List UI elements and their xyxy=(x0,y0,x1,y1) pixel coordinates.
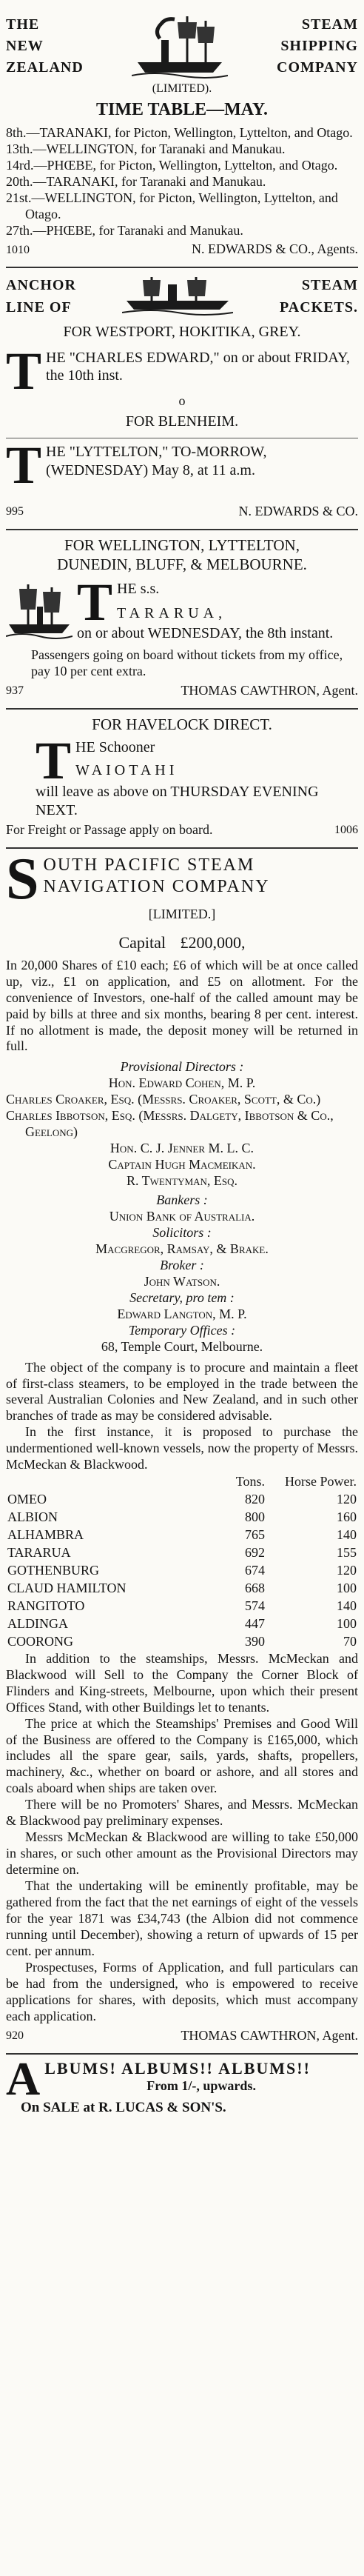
agents-label: N. EDWARDS & CO. xyxy=(238,504,358,519)
notice-text: HE Schooner xyxy=(75,739,155,756)
director-entry: Hon. Edward Cohen, M. P. xyxy=(108,1075,256,1091)
timetable-entry: 21st.—WELLINGTON, for Picton, Wellington, Lyttelton, and Otago. xyxy=(6,190,338,221)
ship-notice xyxy=(6,580,358,642)
section-heading: Temporary Offices : xyxy=(128,1322,236,1338)
masthead-word: PACKETS. xyxy=(280,299,358,316)
vessel-tons: 668 xyxy=(245,1580,265,1595)
vessel-tons: 574 xyxy=(245,1598,265,1613)
vessel-tons: 447 xyxy=(245,1615,265,1631)
masthead-word: STEAM xyxy=(301,277,358,294)
price-paragraph: The price at which the Steamships' Premises and Good Will of the Business are offered to the Company is £165,000, which includes all the spare gear, sails, yards, shafts, propellers, machinery, &c., whether on board or ashore, and all stores and coals aboard when ships are taken over. xyxy=(6,1715,358,1796)
masthead-left xyxy=(6,274,76,318)
title-line: OUTH PACIFIC STEAM xyxy=(43,855,255,875)
drop-cap: T xyxy=(77,580,113,625)
albums-ad xyxy=(6,2055,358,2116)
ship-notice-text xyxy=(73,580,358,642)
ad-number: 937 xyxy=(6,684,24,697)
agents-label: THOMAS CAWTHRON, Agent. xyxy=(181,682,358,698)
ad-number: 1010 xyxy=(6,243,30,256)
capital-line xyxy=(6,933,358,953)
vessel-hp: 160 xyxy=(337,1509,357,1525)
vessel-hp: 70 xyxy=(343,1633,357,1649)
ad-footer xyxy=(6,2028,358,2044)
limited-label: (LIMITED). xyxy=(152,82,212,95)
notice-block xyxy=(6,738,358,783)
company-masthead xyxy=(6,10,358,81)
capital-label: Capital xyxy=(118,932,166,952)
vessel-name: ALDINGA xyxy=(7,1615,68,1631)
masthead-word: STEAM xyxy=(301,16,358,33)
director-entry: Charles Croaker, Esq. (Messrs. Croaker, Scott, & Co.) xyxy=(6,1092,321,1107)
section-value: Edward Langton, M. P. xyxy=(117,1306,247,1321)
masthead-word: SHIPPING xyxy=(280,37,358,54)
ship-name: TARARUA, xyxy=(117,604,227,621)
table-header-row xyxy=(6,1473,358,1491)
vessel-hp: 120 xyxy=(337,1563,357,1578)
table-row xyxy=(6,1526,358,1544)
table-row xyxy=(6,1633,358,1651)
company-title xyxy=(6,855,358,904)
vessel-name: ALHAMBRA xyxy=(7,1527,84,1543)
vessel-hp: 100 xyxy=(337,1580,357,1595)
drop-cap: T xyxy=(6,443,42,488)
masthead-word: COMPANY xyxy=(277,59,358,76)
table-row xyxy=(6,1580,358,1598)
section-value: John Watson. xyxy=(144,1273,220,1289)
drop-cap: A xyxy=(6,2058,41,2099)
divider-glyph: o xyxy=(178,393,186,408)
steamship-icon xyxy=(132,10,228,81)
willing-paragraph: Messrs McMeckan & Blackwood are willing to take £50,000 in shares, or such other amount as the Provisional Directors may determine on. xyxy=(6,1829,358,1878)
agents-label: N. EDWARDS & CO., Agents. xyxy=(191,241,358,257)
notice-block xyxy=(6,349,358,393)
masthead-word: LINE OF xyxy=(6,299,72,316)
capital-value: £200,000, xyxy=(180,932,246,952)
route-heading: FOR WELLINGTON, LYTTELTON, xyxy=(64,536,300,555)
ad-number: 920 xyxy=(6,2029,24,2042)
ad-footer xyxy=(6,504,358,520)
route-heading: DUNEDIN, BLUFF, & MELBOURNE. xyxy=(57,555,307,573)
limited-label: [LIMITED.] xyxy=(148,906,216,921)
shares-paragraph: In 20,000 Shares of £10 each; £6 of which will be at once called up, viz., £1 on application, and £5 on allotment. For the convenience of Investors, one-half of the called amount may be paid by bills at three and six months, bearing 8 per cent. interest. If no allotment is made, the deposit money will be returned in full. xyxy=(6,957,358,1054)
south-pacific-steam-ad xyxy=(6,849,358,2055)
table-row xyxy=(6,1615,358,1633)
timetable-entry: 13th.—WELLINGTON, for Taranaki and Manukau. xyxy=(6,141,286,156)
ad-number: 1006 xyxy=(334,824,358,837)
vessel-name: TARARUA xyxy=(7,1545,71,1561)
route-heading: FOR WESTPORT, HOKITIKA, GREY. xyxy=(63,324,301,341)
timetable-title: TIME TABLE—MAY. xyxy=(95,99,269,119)
vessel-hp: 140 xyxy=(337,1527,357,1543)
masthead-left xyxy=(6,14,84,79)
sailing-notice: will leave as above on THURSDAY EVENING NEXT. xyxy=(36,784,319,818)
sailing-notice: on or about WEDNESDAY, the 8th instant. xyxy=(77,625,334,642)
ship-name: WAIOTAHI xyxy=(75,761,178,778)
vessel-tons: 390 xyxy=(245,1633,265,1649)
masthead-word: NEW xyxy=(6,37,44,54)
table-row xyxy=(6,1562,358,1580)
timetable-entry: 20th.—TARANAKI, for Taranaki and Manukau. xyxy=(6,173,266,189)
section-heading: Solicitors : xyxy=(152,1224,212,1240)
vessel-hp: 140 xyxy=(337,1598,357,1613)
drop-cap: T xyxy=(6,348,42,393)
drop-cap: T xyxy=(36,738,72,784)
vessels-table xyxy=(6,1473,358,1651)
passengers-notice: Passengers going on board without tickets from my office, pay 10 per cent extra. xyxy=(31,647,343,678)
table-header-cell: Horse Power. xyxy=(285,1474,357,1489)
section-heading: Bankers : xyxy=(156,1192,208,1208)
ad-footer xyxy=(6,683,358,699)
timetable-entry: 8th.—TARANAKI, for Picton, Wellington, Lyttelton, and Otago. xyxy=(6,124,353,140)
director-entry: Hon. C. J. Jenner M. L. C. xyxy=(109,1141,255,1156)
ad-footer xyxy=(6,822,358,838)
notice-block xyxy=(6,443,358,487)
nz-steam-shipping-ad xyxy=(6,4,358,268)
notice-block xyxy=(77,580,358,624)
section-value: Union Bank of Australia. xyxy=(109,1208,255,1224)
drop-cap: S xyxy=(6,854,39,904)
director-entry: Charles Ibbotson, Esq. (Messrs. Dalgety, Ibbotson & Co., Geelong) xyxy=(6,1108,334,1140)
table-row xyxy=(6,1544,358,1562)
vessels-intro-paragraph: In the first instance, it is proposed to purchase the undermentioned well-known vessels, now the property of Messrs. McMeckan & Blackwood. xyxy=(6,1424,358,1472)
timetable-entry: 27th.—PHŒBE, for Taranaki and Manukau. xyxy=(6,222,243,238)
table-row xyxy=(6,1598,358,1615)
notice-text: HE "LYTTELTON," TO-MORROW, (WEDNESDAY) May 8, at 11 a.m. xyxy=(46,444,267,478)
prospectuses-paragraph: Prospectuses, Forms of Application, and full particulars can be had from the undersigned, who is empowered to receive applications for shares, with deposits, which must accompany each application. xyxy=(6,1959,358,2023)
freight-notice: For Freight or Passage apply on board. xyxy=(6,821,213,837)
vessel-hp: 100 xyxy=(337,1615,357,1631)
albums-block xyxy=(6,2059,358,2099)
vessel-name: CLAUD HAMILTON xyxy=(7,1580,127,1595)
section-heading: Broker : xyxy=(160,1257,204,1272)
section-heading: Secretary, pro tem : xyxy=(129,1289,235,1305)
vessel-name: COORONG xyxy=(7,1633,74,1649)
ad-footer xyxy=(6,241,358,258)
albums-line: From 1/-, upwards. xyxy=(146,2078,256,2094)
masthead-right xyxy=(277,14,358,79)
addition-paragraph: In addition to the steamships, Messrs. McMeckan and Blackwood will Sell to the Company the Corner Block of Flinders and King-streets, Melbourne, upon which their present Offices Stand, with other Buildings let to tenants. xyxy=(6,1650,358,1715)
masthead-word: ZEALAND xyxy=(6,59,84,76)
vessel-hp: 155 xyxy=(337,1545,357,1561)
masthead-word: THE xyxy=(6,16,40,33)
agents-label: THOMAS CAWTHRON, Agent. xyxy=(181,2027,358,2043)
section-heading: Provisional Directors : xyxy=(120,1059,244,1075)
route-heading: FOR BLENHEIM. xyxy=(125,413,239,430)
vessel-name: ALBION xyxy=(7,1509,58,1525)
vessel-hp: 120 xyxy=(337,1492,357,1507)
table-row xyxy=(6,1509,358,1526)
anchor-masthead xyxy=(6,274,358,318)
profitable-paragraph: That the undertaking will be eminently profitable, may be gathered from the fact that the net earnings of eight of the vessels for the year 1871 was £34,743 (the Albion did not commence running until December), showing a return of upwards of 15 per cent. per annum. xyxy=(6,1878,358,1958)
section-value: Macgregor, Ramsay, & Brake. xyxy=(95,1241,269,1256)
route-heading: FOR HAVELOCK DIRECT. xyxy=(92,715,272,733)
director-entry: Captain Hugh Macmeikan. xyxy=(108,1157,256,1172)
vessel-name: OMEO xyxy=(7,1492,47,1507)
vessel-name: GOTHENBURG xyxy=(7,1563,99,1578)
steamship-icon xyxy=(6,580,73,642)
notice-text: HE s.s. xyxy=(117,581,160,598)
masthead-right xyxy=(280,274,358,318)
promoters-paragraph: There will be no Promoters' Shares, and Messrs. McMeckan & Blackwood pay preliminary expenses. xyxy=(6,1797,358,1829)
timetable-entry: 14rd.—PHŒBE, for Picton, Wellington, Lyttelton, and Otago. xyxy=(6,157,338,173)
table-header-cell: Tons. xyxy=(235,1474,265,1489)
steamship-icon xyxy=(122,274,233,318)
ad-number: 995 xyxy=(6,505,24,518)
vessel-tons: 765 xyxy=(245,1527,265,1543)
albums-line: LBUMS! ALBUMS!! ALBUMS!! xyxy=(44,2058,311,2078)
section-value: 68, Temple Court, Melbourne. xyxy=(101,1338,263,1354)
object-paragraph: The object of the company is to procure and maintain a fleet of first-class steamers, to be employed in the trade between the several Australian Colonies and New Zealand, and in such other branches of trade as may be considered advisable. xyxy=(6,1359,358,1424)
vessel-tons: 692 xyxy=(245,1545,265,1561)
table-row xyxy=(6,1491,358,1509)
havelock-ad xyxy=(6,710,358,849)
anchor-line-ad xyxy=(6,268,358,530)
vessel-tons: 674 xyxy=(245,1563,265,1578)
table-header-cell xyxy=(6,1473,219,1491)
albums-line: On SALE at R. LUCAS & SON'S. xyxy=(21,2099,226,2115)
tararua-ad xyxy=(6,530,358,709)
vessel-tons: 800 xyxy=(245,1509,265,1525)
title-line: NAVIGATION COMPANY xyxy=(43,877,270,897)
notice-text: HE "CHARLES EDWARD," on or about FRIDAY, the 10th inst. xyxy=(46,349,350,384)
masthead-word: ANCHOR xyxy=(6,277,76,294)
director-entry: R. Twentyman, Esq. xyxy=(126,1173,238,1189)
vessel-name: RANGITOTO xyxy=(7,1598,85,1613)
vessel-tons: 820 xyxy=(245,1492,265,1507)
